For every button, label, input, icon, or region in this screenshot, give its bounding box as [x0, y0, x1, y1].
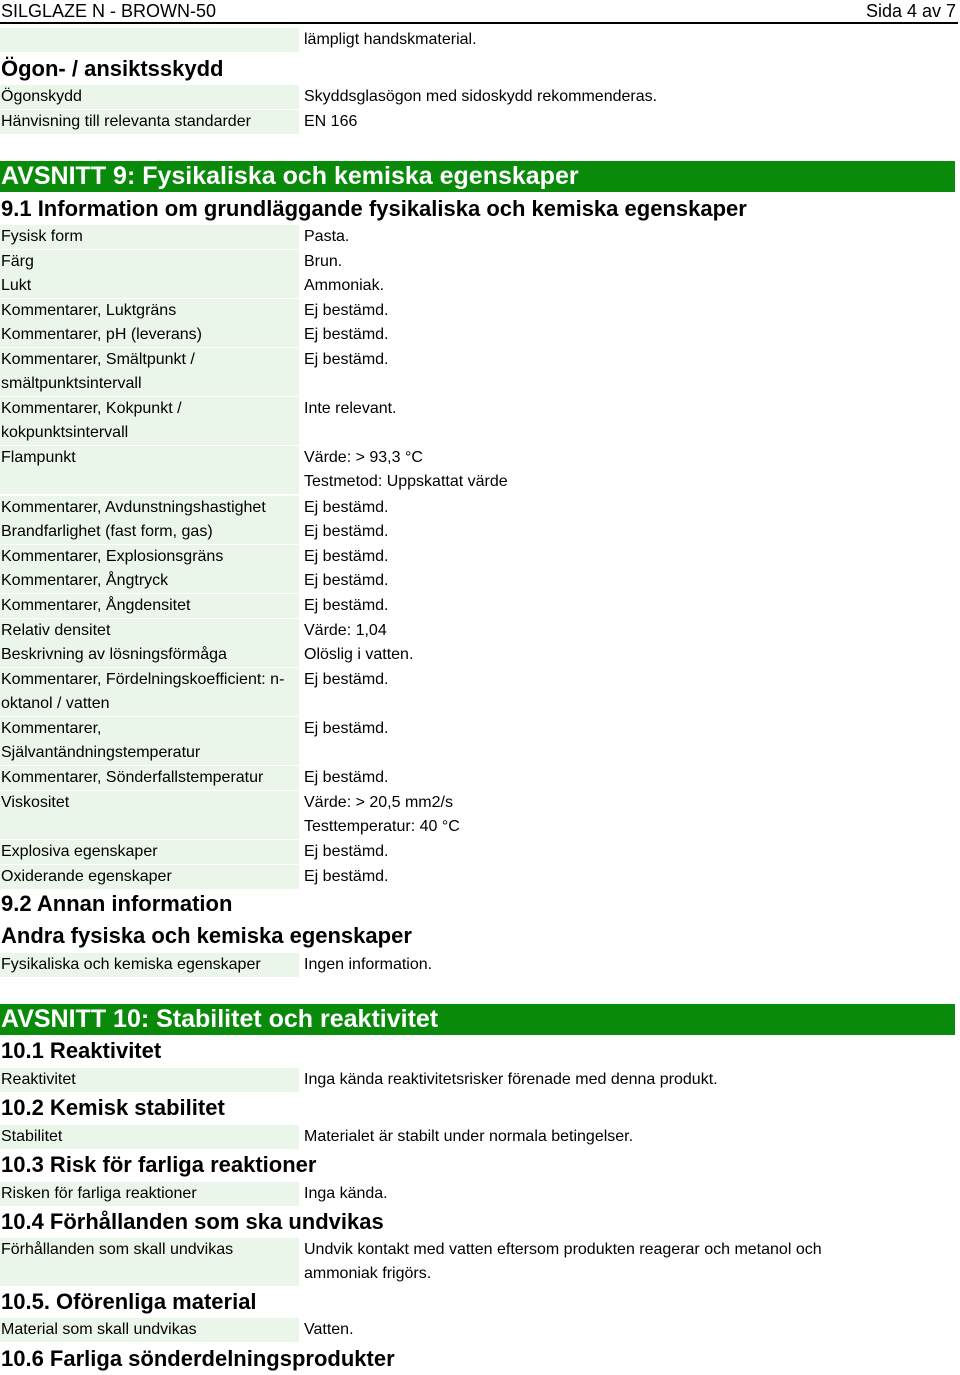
property-value: [304, 85, 954, 109]
property-label: Kommentarer, Sönderfallstemperatur: [0, 766, 299, 790]
property-label: Reaktivitet: [0, 1068, 299, 1092]
section-9-header: [0, 161, 955, 192]
property-value-line: Ej bestämd.: [304, 720, 389, 737]
property-value: [304, 717, 954, 741]
property-label: Stabilitet: [0, 1125, 299, 1149]
property-value: [304, 348, 954, 372]
subsection-heading: 10.3 Risk för farliga reaktioner: [1, 1152, 317, 1177]
property-value: [304, 110, 954, 134]
property-label: Flampunkt: [0, 446, 299, 494]
property-value-line: Ej bestämd.: [304, 572, 389, 590]
property-value: [304, 397, 954, 421]
subsection-heading: 10.6 Farliga sönderdelningsprodukter: [1, 1346, 395, 1371]
property-label: Färg: [0, 250, 299, 274]
property-row: [0, 545, 960, 570]
property-value-line: Värde: > 20,5 mm2/s: [304, 793, 453, 811]
property-value: [304, 225, 954, 249]
property-value-line: Värde: > 93,3 °C: [304, 449, 423, 467]
page-number: Sida 4 av 7: [865, 1, 956, 21]
property-row: [0, 323, 960, 348]
property-value: [304, 791, 954, 839]
property-value: [304, 250, 954, 274]
property-value-line: Inga kända.: [304, 1185, 388, 1202]
property-row: [0, 840, 960, 865]
property-label: Fysisk form: [0, 225, 299, 249]
property-value: [304, 619, 954, 643]
property-label: Kommentarer, Smältpunkt / smältpunktsintervall: [0, 348, 299, 396]
property-value: [304, 299, 954, 323]
property-value-line: Ingen information.: [304, 956, 433, 973]
property-row: [0, 865, 960, 890]
property-value: [304, 865, 954, 889]
property-label: Lukt: [0, 274, 299, 298]
property-value-line: Ej bestämd.: [304, 326, 389, 344]
property-label: Kommentarer, pH (leverans): [0, 323, 299, 347]
property-value: [304, 323, 954, 347]
property-value-line: Ej bestämd.: [304, 523, 389, 541]
property-value-line: Ej bestämd.: [304, 547, 389, 565]
subsection-heading: 10.4 Förhållanden som ska undvikas: [1, 1209, 384, 1234]
property-value: lämpligt handskmaterial.: [304, 31, 477, 48]
property-row: [0, 569, 960, 594]
property-value: [304, 840, 954, 864]
property-value-line: Vatten.: [304, 1321, 354, 1338]
property-label: Beskrivning av lösningsförmåga: [0, 643, 299, 667]
property-row: [0, 348, 960, 397]
property-value-line: Materialet är stabilt under normala betingelser.: [304, 1128, 634, 1145]
property-row: [0, 110, 960, 135]
property-label: Fysikaliska och kemiska egenskaper: [0, 953, 299, 977]
property-value-line: Ej bestämd.: [304, 301, 389, 319]
property-row: [0, 668, 960, 717]
property-value-line: Ej bestämd.: [304, 351, 389, 368]
section-10-header: [0, 1004, 955, 1035]
property-value: [304, 569, 954, 593]
property-value-line: Olöslig i vatten.: [304, 646, 414, 664]
subsection-heading: 10.2 Kemisk stabilitet: [1, 1095, 225, 1120]
document-title: SILGLAZE N - BROWN-50: [1, 1, 217, 21]
property-row: [0, 496, 960, 521]
property-label: Oxiderande egenskaper: [0, 865, 299, 889]
property-row: [0, 397, 960, 446]
subsection-heading: Ögon- / ansiktsskydd: [1, 56, 224, 81]
subsection-heading: 10.5. Oförenliga material: [1, 1289, 257, 1314]
property-row: [0, 1182, 960, 1207]
property-value: [304, 1182, 954, 1206]
property-row: [0, 1068, 960, 1093]
property-label: Risken för farliga reaktioner: [0, 1182, 299, 1206]
property-row: [0, 250, 960, 275]
property-row: [0, 446, 960, 495]
subsection-heading: 9.1 Information om grundläggande fysikaliska och kemiska egenskaper: [1, 196, 747, 221]
property-row: [0, 619, 960, 644]
property-value: [304, 274, 954, 298]
property-label: Kommentarer, Explosionsgräns: [0, 545, 299, 569]
property-value: [304, 1318, 954, 1342]
property-label: Explosiva egenskaper: [0, 840, 299, 864]
property-row: [0, 28, 960, 53]
property-label: Kommentarer, Avdunstningshastighet: [0, 496, 299, 520]
property-value-line: Inte relevant.: [304, 400, 397, 418]
property-label: Brandfarlighet (fast form, gas): [0, 520, 299, 544]
property-label: Relativ densitet: [0, 619, 299, 643]
property-value: [304, 953, 954, 977]
property-label: Ögonskydd: [0, 85, 299, 109]
property-value-line: Ej bestämd.: [304, 769, 389, 787]
property-row: [0, 274, 960, 299]
property-label: Kommentarer, Självantändningstemperatur: [0, 717, 299, 765]
property-row: [0, 594, 960, 619]
section-title: AVSNITT 9: Fysikaliska och kemiska egenskaper: [1, 162, 579, 190]
property-value-line: Ej bestämd.: [304, 597, 389, 614]
property-value-line: Ej bestämd.: [304, 867, 389, 885]
property-value: [304, 446, 954, 494]
property-label: [0, 28, 299, 52]
property-value-line: Inga kända reaktivitetsrisker förenade med denna produkt.: [304, 1071, 718, 1088]
section-title: AVSNITT 10: Stabilitet och reaktivitet: [1, 1005, 439, 1033]
property-value: [304, 643, 954, 667]
property-row: [0, 643, 960, 668]
property-row: [0, 791, 960, 840]
page-header: [0, 0, 958, 24]
property-value-line: Ej bestämd.: [304, 670, 389, 688]
property-label: Hänvisning till relevanta standarder: [0, 110, 299, 134]
property-label: Kommentarer, Luktgräns: [0, 299, 299, 323]
property-row: [0, 299, 960, 324]
subsection-heading: 9.2 Annan information: [1, 891, 233, 916]
property-row: [0, 1318, 960, 1343]
property-row: [0, 953, 960, 978]
property-row: [0, 225, 960, 250]
property-value-line: Ammoniak.: [304, 277, 385, 295]
property-value: [304, 766, 954, 790]
property-label: Viskositet: [0, 791, 299, 839]
property-value: [304, 668, 954, 692]
subsection-heading: 10.1 Reaktivitet: [1, 1038, 162, 1063]
property-value-line: Brun.: [304, 252, 343, 270]
property-value-line: Undvik kontakt med vatten eftersom produkten reagerar och metanol och: [304, 1241, 822, 1258]
property-value: [304, 1125, 954, 1149]
property-label: Kommentarer, Fördelningskoefficient: n-oktanol / vatten: [0, 668, 299, 716]
property-value: [304, 545, 954, 569]
property-value-line: Pasta.: [304, 228, 350, 245]
property-label: Material som skall undvikas: [0, 1318, 299, 1342]
property-row: [0, 1238, 960, 1287]
property-row: [0, 766, 960, 791]
property-value-line: Skyddsglasögon med sidoskydd rekommenderas.: [304, 88, 658, 105]
property-value-line: Värde: 1,04: [304, 621, 387, 639]
property-value-line: ammoniak frigörs.: [304, 1265, 432, 1282]
property-value-line: EN 166: [304, 113, 358, 130]
property-value: [304, 1068, 954, 1092]
property-value-line: Ej bestämd.: [304, 498, 389, 516]
property-row: [0, 1125, 960, 1150]
property-value-line: Testmetod: Uppskattat värde: [304, 473, 508, 491]
property-label: Förhållanden som skall undvikas: [0, 1238, 299, 1286]
property-value: [304, 594, 954, 618]
property-label: Kommentarer, Ångdensitet: [0, 594, 299, 618]
property-value: [304, 520, 954, 544]
property-label: Kommentarer, Ångtryck: [0, 569, 299, 593]
property-value-line: Testtemperatur: 40 °C: [304, 817, 460, 835]
property-value: [304, 496, 954, 520]
property-label: Kommentarer, Kokpunkt / kokpunktsintervall: [0, 397, 299, 445]
property-value: [304, 1238, 954, 1286]
property-row: [0, 85, 960, 110]
property-value-line: Ej bestämd.: [304, 843, 389, 860]
property-row: [0, 520, 960, 545]
subsection-heading: Andra fysiska och kemiska egenskaper: [1, 923, 412, 948]
property-row: [0, 717, 960, 766]
